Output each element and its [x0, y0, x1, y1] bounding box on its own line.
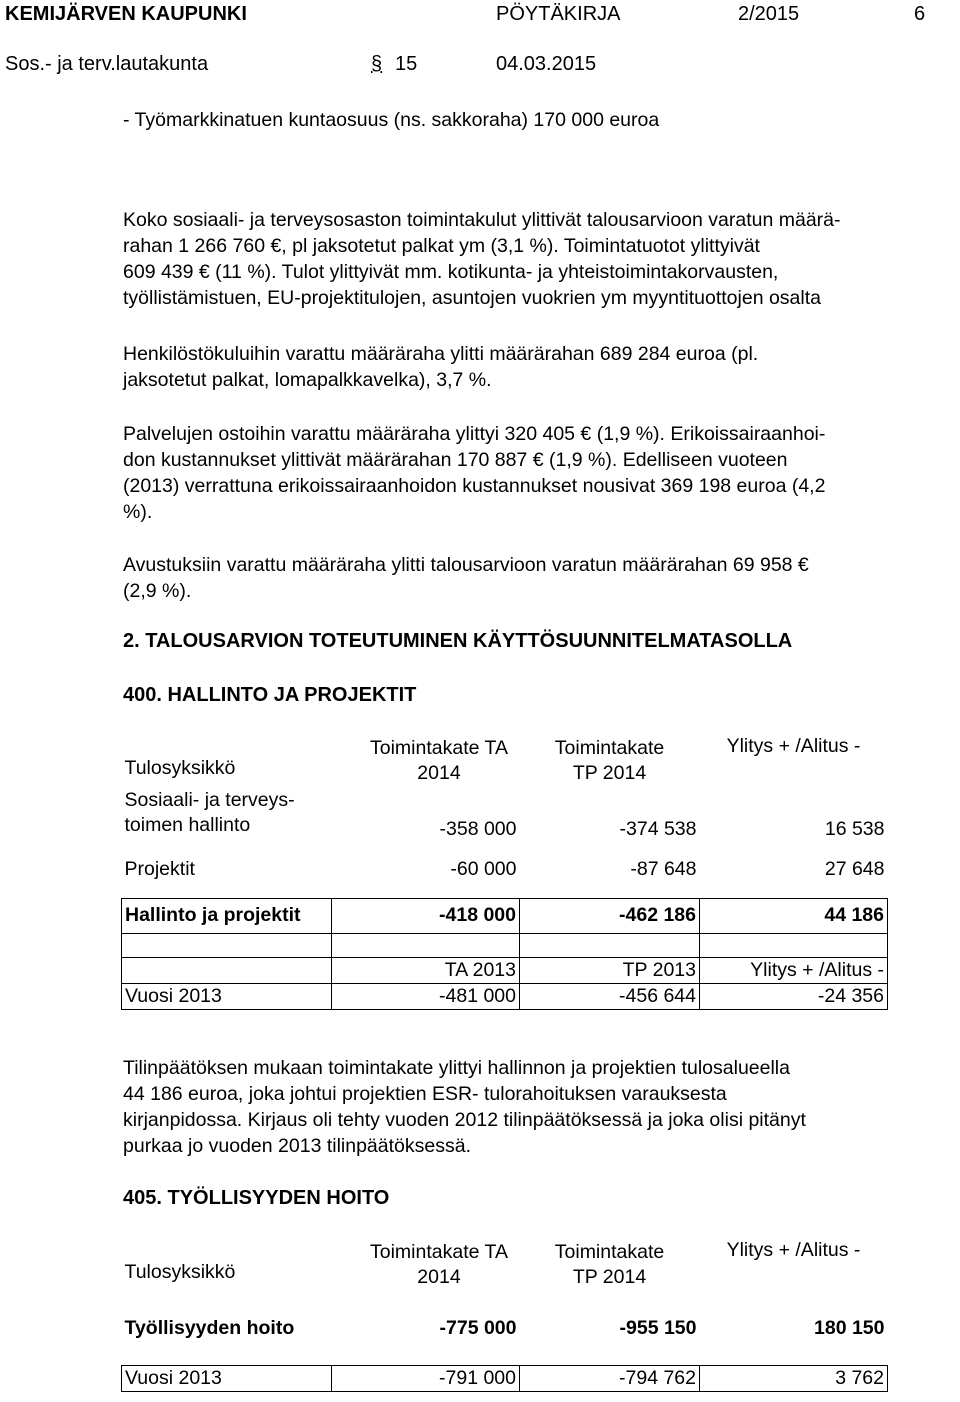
- text-line: Koko sosiaali- ja terveysosaston toimintakulut ylittivät talousarvioon varatun määrä-: [123, 209, 841, 231]
- row-label: Hallinto ja projektit: [122, 898, 332, 933]
- column-header: Toimintakate TA 2014: [369, 737, 508, 784]
- column-header: Ylitys + /Alitus -: [726, 735, 861, 757]
- row-label: Vuosi 2013: [122, 1365, 332, 1391]
- table-total-row: [122, 898, 888, 933]
- ta-value: -60 000: [450, 858, 517, 880]
- text-line: 609 439 € (11 %). Tulot ylittyivät mm. kotikunta- ja yhteistoimintakorvausten,: [123, 261, 779, 283]
- ta-value: -481 000: [332, 983, 520, 1009]
- table-row: [122, 983, 888, 1009]
- tp-value: -374 538: [619, 818, 697, 840]
- text-line: jaksotetut palkat, lomapalkkavelka), 3,7 %.: [123, 369, 492, 391]
- text-line: Henkilöstökuluihin varattu määräraha ylitti määrärahan 689 284 euroa (pl.: [123, 343, 759, 365]
- text-line: työllistämistuen, EU-projektitulojen, asuntojen vuokrien ym myyntituottojen osalta: [123, 287, 822, 309]
- ta-value: -358 000: [439, 818, 517, 840]
- text-line: kirjanpidossa. Kirjaus oli tehty vuoden 2012 tilinpäätöksessä ja joka olisi pitänyt: [123, 1109, 806, 1131]
- column-header: Tulosyksikkö: [124, 1260, 236, 1283]
- paragraph-result-explanation: [123, 1055, 923, 1159]
- row-label: Projektit: [124, 858, 195, 880]
- column-header: Toimintakate TP 2014: [554, 737, 665, 784]
- column-header: Toimintakate TA 2014: [369, 1241, 508, 1288]
- tp-value: -462 186: [520, 898, 700, 933]
- meeting-date: 04.03.2015: [496, 53, 597, 75]
- ta-value: -791 000: [332, 1365, 520, 1391]
- tp-value: -456 644: [520, 983, 700, 1009]
- diff-value: 3 762: [700, 1365, 888, 1391]
- text-line: Tilinpäätöksen mukaan toimintakate ylittyi hallinnon ja projektien tulosalueella: [123, 1057, 790, 1079]
- row-label: [122, 788, 332, 842]
- paragraph-services: [123, 421, 923, 525]
- table-header-row: [122, 734, 888, 788]
- text-line: Avustuksiin varattu määräraha ylitti talousarvioon varatun määrärahan 69 958 €: [123, 554, 809, 576]
- column-header: Toimintakate TP 2014: [554, 1241, 665, 1288]
- tp-value: -794 762: [520, 1365, 700, 1391]
- paragraph-personnel: [123, 341, 923, 393]
- section-number: 15: [395, 53, 418, 75]
- unit-400-heading: 400. HALLINTO JA PROJEKTIT: [123, 684, 417, 706]
- organization-name: KEMIJÄRVEN KAUPUNKI: [5, 3, 247, 25]
- diff-value: -24 356: [700, 983, 888, 1009]
- table-row: [122, 857, 888, 882]
- page-number: 6: [914, 3, 926, 25]
- diff-value: 180 150: [814, 1317, 885, 1339]
- text-line: Palvelujen ostoihin varattu määräraha ylittyi 320 405 € (1,9 %). Erikoissairaanhoi-: [123, 423, 826, 445]
- column-header: Tulosyksikkö: [124, 756, 236, 779]
- section-symbol: §: [371, 53, 383, 75]
- ta-value: -775 000: [439, 1317, 517, 1339]
- paragraph-expenses: [123, 207, 923, 311]
- tp-value: -87 648: [630, 858, 697, 880]
- diff-value: 16 538: [824, 818, 885, 840]
- text-line: don kustannukset ylittivät määrärahan 170 887 € (1,9 %). Edelliseen vuoteen: [123, 449, 788, 471]
- intro-item: - Työmarkkinatuen kuntaosuus (ns. sakkoraha) 170 000 euroa: [123, 109, 660, 131]
- row-label: Vuosi 2013: [122, 983, 332, 1009]
- row-label-line: toimen hallinto: [124, 814, 251, 836]
- document-type: PÖYTÄKIRJA: [496, 3, 621, 25]
- text-line: (2,9 %).: [123, 580, 192, 602]
- row-label-line: Sosiaali- ja terveys-: [124, 789, 295, 811]
- diff-value: 27 648: [824, 858, 885, 880]
- table-total-row: [122, 1316, 888, 1341]
- column-header: Ylitys + /Alitus -: [700, 957, 888, 983]
- unit-405-table: [121, 1238, 888, 1392]
- paragraph-grants: [123, 552, 923, 604]
- empty-row: [122, 933, 888, 957]
- text-line: (2013) verrattuna erikoissairaanhoidon kustannukset nousivat 369 198 euroa (4,2: [123, 475, 826, 497]
- column-header: TA 2013: [332, 957, 520, 983]
- text-line: 44 186 euroa, joka johtui projektien ESR- tulorahoituksen varauksesta: [123, 1083, 727, 1105]
- table-row: [122, 1365, 888, 1391]
- table-subheader-row: [122, 957, 888, 983]
- row-label: Työllisyyden hoito: [124, 1317, 295, 1339]
- diff-value: 44 186: [700, 898, 888, 933]
- document-number: 2/2015: [738, 3, 800, 25]
- column-header: TP 2013: [520, 957, 700, 983]
- text-line: rahan 1 266 760 €, pl jaksotetut palkat ym (3,1 %). Toimintatuotot ylittyivät: [123, 235, 760, 257]
- unit-400-table: [121, 734, 888, 1010]
- table-row: [122, 788, 888, 842]
- board-name: Sos.- ja terv.lautakunta: [5, 53, 209, 75]
- column-header: Ylitys + /Alitus -: [726, 1239, 861, 1261]
- unit-405-heading: 405. TYÖLLISYYDEN HOITO: [123, 1187, 390, 1209]
- tp-value: -955 150: [619, 1317, 697, 1339]
- table-header-row: [122, 1238, 888, 1292]
- ta-value: -418 000: [332, 898, 520, 933]
- text-line: purkaa jo vuoden 2013 tilinpäätöksessä.: [123, 1135, 471, 1157]
- section-heading: 2. TALOUSARVION TOTEUTUMINEN KÄYTTÖSUUNNITELMATASOLLA: [123, 630, 793, 652]
- text-line: %).: [123, 501, 153, 523]
